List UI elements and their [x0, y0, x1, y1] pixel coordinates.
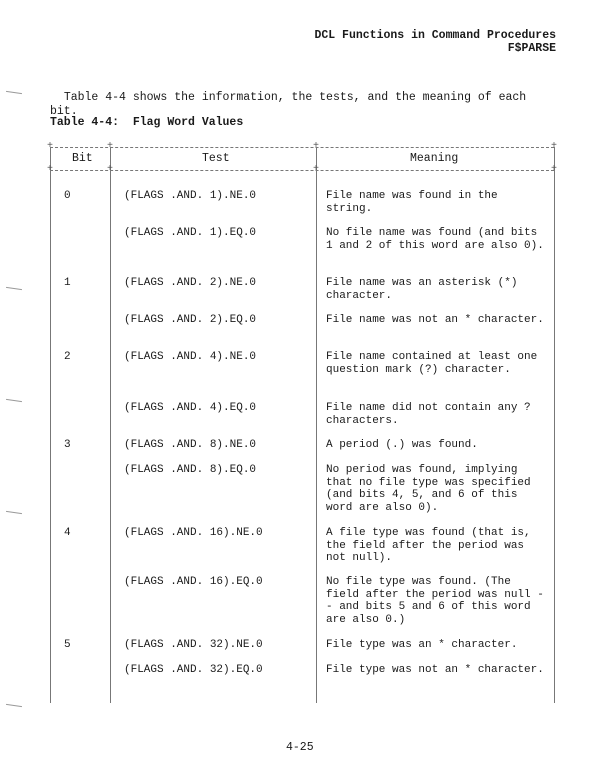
column-header-meaning: Meaning	[410, 152, 459, 165]
row-8-bit: 4	[64, 527, 71, 539]
intro-line-2: bit.	[50, 105, 78, 118]
row-9-meaning: No file type was found. (The field after the period was null -- and bits 5 and 6 of this word are also 0.)	[326, 576, 544, 626]
flag-word-table	[47, 141, 558, 703]
margin-mark	[6, 511, 22, 514]
row-3-test: (FLAGS .AND. 2).EQ.0	[124, 314, 257, 326]
row-11-test: (FLAGS .AND. 32).EQ.0	[124, 664, 263, 676]
row-3-meaning: File name was not an * character.	[326, 314, 544, 326]
row-6-test: (FLAGS .AND. 8).NE.0	[124, 439, 257, 451]
margin-mark	[6, 704, 22, 707]
table-top-border	[50, 147, 554, 148]
table-corner-marker: +	[551, 141, 558, 152]
table-corner-marker: +	[313, 141, 320, 152]
table-right-border	[554, 147, 555, 703]
row-8-test: (FLAGS .AND. 16).NE.0	[124, 527, 263, 539]
page-number: 4-25	[286, 741, 314, 754]
row-9-test: (FLAGS .AND. 16).EQ.0	[124, 576, 263, 588]
margin-mark	[6, 287, 22, 290]
row-0-test: (FLAGS .AND. 1).NE.0	[124, 190, 257, 202]
running-header-title: DCL Functions in Command Procedures	[314, 29, 556, 42]
table-corner-marker: +	[107, 164, 114, 175]
row-4-bit: 2	[64, 351, 71, 363]
margin-mark	[6, 91, 22, 94]
row-8-meaning: A file type was found (that is, the field after the period was not null).	[326, 527, 531, 564]
row-10-bit: 5	[64, 639, 71, 651]
column-header-test: Test	[202, 152, 230, 165]
row-11-meaning: File type was not an * character.	[326, 664, 544, 676]
row-7-test: (FLAGS .AND. 8).EQ.0	[124, 464, 257, 476]
row-4-meaning: File name contained at least one question mark (?) character.	[326, 351, 538, 376]
table-corner-marker: +	[313, 164, 320, 175]
row-4-test: (FLAGS .AND. 4).NE.0	[124, 351, 257, 363]
column-header-bit: Bit	[72, 152, 93, 165]
row-6-bit: 3	[64, 439, 71, 451]
table-corner-marker: +	[47, 141, 54, 152]
table-header-separator	[50, 170, 554, 171]
row-1-test: (FLAGS .AND. 1).EQ.0	[124, 227, 257, 239]
row-2-bit: 1	[64, 277, 71, 289]
row-6-meaning: A period (.) was found.	[326, 439, 478, 451]
table-corner-marker: +	[551, 164, 558, 175]
running-header-subtitle: F$PARSE	[507, 42, 556, 55]
row-7-meaning: No period was found, implying that no file type was specified (and bits 4, 5, and 6 of this word are also 0).	[326, 464, 531, 514]
table-left-border	[50, 147, 51, 703]
row-5-meaning: File name did not contain any ? characters.	[326, 402, 531, 427]
row-10-meaning: File type was an * character.	[326, 639, 518, 651]
table-caption: Table 4-4: Flag Word Values	[50, 116, 244, 129]
table-divider-test	[316, 147, 317, 703]
table-divider-bit	[110, 147, 111, 703]
intro-line-1: Table 4-4 shows the information, the tests, and the meaning of each	[63, 91, 527, 104]
row-1-meaning: No file name was found (and bits 1 and 2 of this word are also 0).	[326, 227, 544, 252]
row-10-test: (FLAGS .AND. 32).NE.0	[124, 639, 263, 651]
table-corner-marker: +	[107, 141, 114, 152]
margin-mark	[6, 399, 22, 402]
intro-paragraph	[50, 77, 526, 119]
row-2-meaning: File name was an asterisk (*) character.	[326, 277, 518, 302]
row-5-test: (FLAGS .AND. 4).EQ.0	[124, 402, 257, 414]
table-corner-marker: +	[47, 164, 54, 175]
row-0-meaning: File name was found in the string.	[326, 190, 498, 215]
row-0-bit: 0	[64, 190, 71, 202]
row-2-test: (FLAGS .AND. 2).NE.0	[124, 277, 257, 289]
